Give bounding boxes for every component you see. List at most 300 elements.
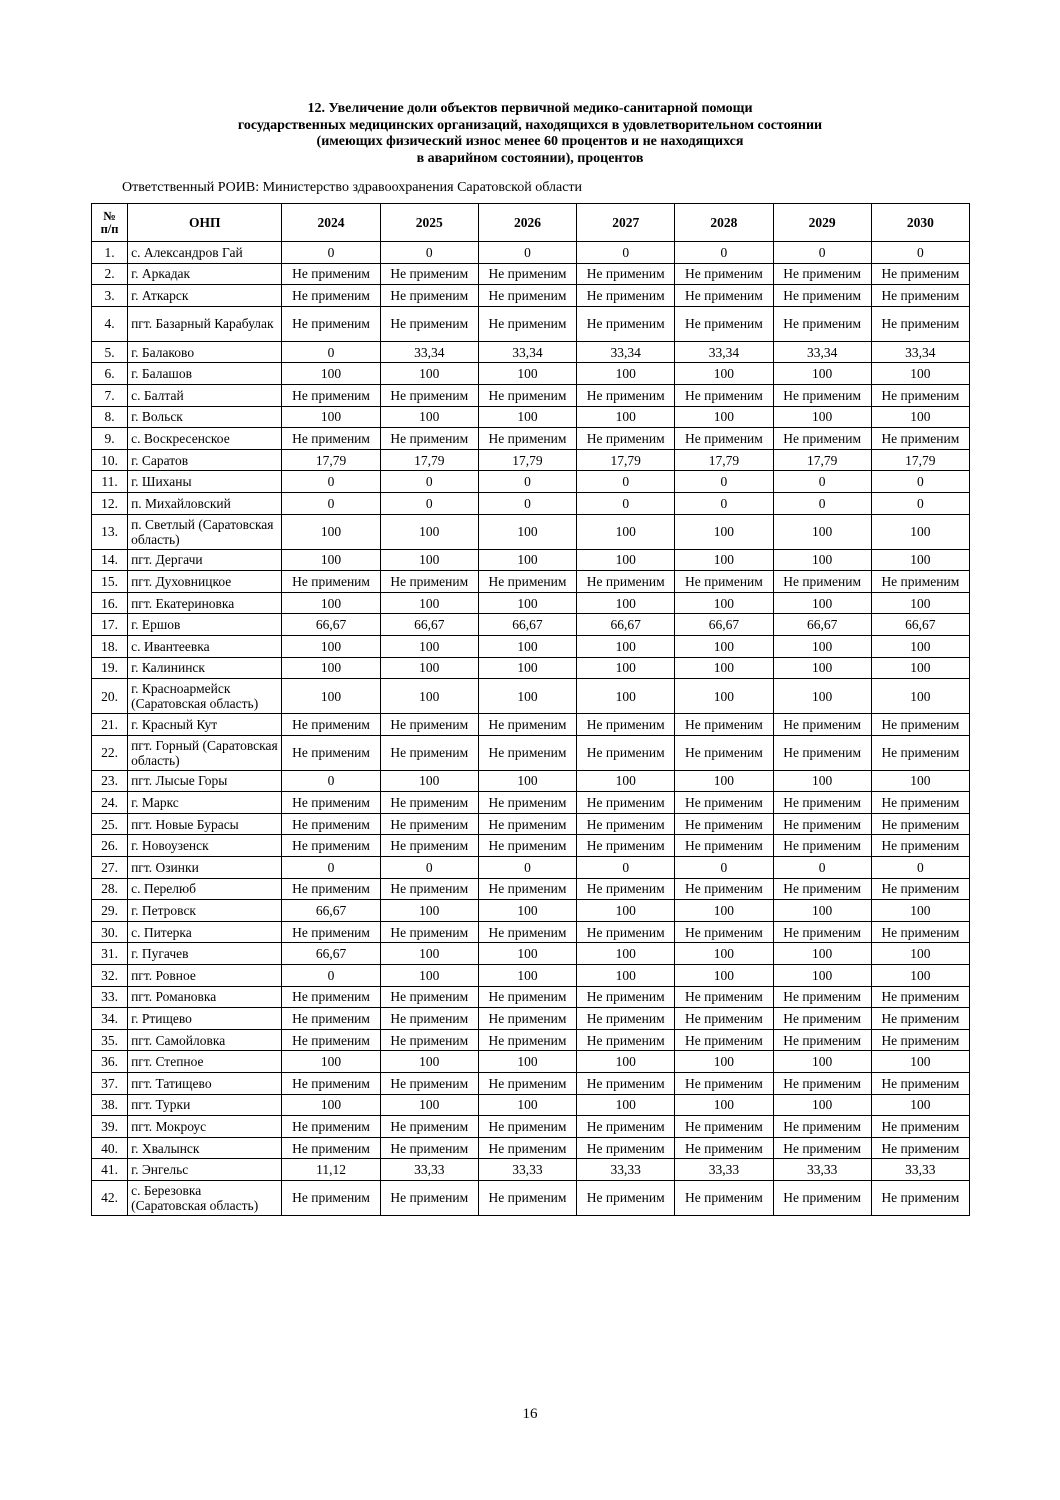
year-value-cell: Не применим [675,1029,773,1051]
year-value-cell: 100 [675,679,773,714]
year-value-cell: 0 [675,471,773,493]
settlement-name: г. Маркс [128,792,282,814]
year-value-cell: 66,67 [282,614,380,636]
table-row [92,406,970,428]
year-value-cell: Не применим [675,878,773,900]
row-number: 18. [92,635,128,657]
year-value-cell: Не применим [282,921,380,943]
year-value-cell: 100 [380,592,478,614]
year-value-cell: 100 [478,965,576,987]
year-value-cell: Не применим [577,384,675,406]
row-number: 36. [92,1051,128,1073]
table-row [92,813,970,835]
year-value-cell: 66,67 [478,614,576,636]
year-value-cell: Не применим [282,986,380,1008]
year-value-cell: Не применим [871,306,969,341]
table-row [92,514,970,549]
table-row [92,921,970,943]
year-value-cell: 17,79 [577,449,675,471]
year-value-cell: Не применим [773,1137,871,1159]
table-row [92,306,970,341]
row-number: 15. [92,571,128,593]
year-value-cell: Не применим [773,428,871,450]
year-value-cell: Не применим [871,384,969,406]
page-number: 16 [522,1406,538,1422]
year-value-cell: 100 [577,900,675,922]
settlement-name: г. Красноармейск (Саратовская область) [128,679,282,714]
year-value-cell: Не применим [282,1137,380,1159]
year-value-cell: 33,34 [871,341,969,363]
row-number: 8. [92,406,128,428]
year-value-cell: Не применим [282,1029,380,1051]
year-value-cell: 66,67 [282,943,380,965]
year-value-cell: 100 [478,770,576,792]
table-row [92,449,970,471]
year-value-cell: 17,79 [380,449,478,471]
row-number: 34. [92,1008,128,1030]
year-value-cell: Не применим [478,1116,576,1138]
year-value-cell: 100 [871,965,969,987]
settlement-name: г. Ершов [128,614,282,636]
year-value-cell: Не применим [380,1073,478,1095]
settlement-name: г. Аткарск [128,285,282,307]
year-value-cell: 100 [282,657,380,679]
year-value-cell: 100 [380,679,478,714]
year-value-cell: Не применим [282,835,380,857]
year-value-cell: 100 [577,1094,675,1116]
year-value-cell: Не применим [773,792,871,814]
year-value-cell: 33,34 [478,341,576,363]
settlement-name: пгт. Татищево [128,1073,282,1095]
row-number: 40. [92,1137,128,1159]
year-value-cell: 100 [871,1094,969,1116]
year-value-cell: 100 [871,657,969,679]
header-year: 2024 [282,204,380,242]
year-value-cell: Не применим [282,878,380,900]
heading-line: (имеющих физический износ менее 60 процентов и не находящихся [316,134,744,149]
row-number: 39. [92,1116,128,1138]
year-value-cell: Не применим [577,571,675,593]
year-value-cell: Не применим [577,735,675,770]
year-value-cell: 0 [577,492,675,514]
settlement-name: пгт. Степное [128,1051,282,1073]
year-value-cell: Не применим [282,735,380,770]
table-row [92,835,970,857]
year-value-cell: Не применим [675,428,773,450]
year-value-cell: Не применим [478,878,576,900]
settlement-name: г. Шиханы [128,471,282,493]
year-value-cell: Не применим [871,921,969,943]
year-value-cell: 66,67 [577,614,675,636]
header-year: 2025 [380,204,478,242]
year-value-cell: Не применим [478,714,576,736]
settlement-name: г. Балаково [128,341,282,363]
year-value-cell: 66,67 [380,614,478,636]
settlement-name: п. Светлый (Саратовская область) [128,514,282,549]
table-row [92,285,970,307]
row-number: 14. [92,549,128,571]
year-value-cell: 100 [773,657,871,679]
year-value-cell: Не применим [675,263,773,285]
year-value-cell: Не применим [282,384,380,406]
year-value-cell: 100 [675,363,773,385]
year-value-cell: 100 [871,406,969,428]
year-value-cell: 66,67 [675,614,773,636]
heading-line: в аварийном состоянии), процентов [416,150,644,166]
year-value-cell: 100 [478,635,576,657]
year-value-cell: 100 [577,406,675,428]
year-value-cell: 100 [773,635,871,657]
table-row [92,900,970,922]
year-value-cell: Не применим [773,878,871,900]
table-body [92,242,970,1216]
year-value-cell: 33,33 [773,1159,871,1181]
table-row [92,1159,970,1181]
year-value-cell: 100 [282,1094,380,1116]
year-value-cell: 100 [478,657,576,679]
year-value-cell: 100 [577,657,675,679]
settlement-name: г. Калининск [128,657,282,679]
table-row [92,1073,970,1095]
year-value-cell: Не применим [675,1116,773,1138]
heading-line: государственных медицинских организаций, находящихся в удовлетворительном состоянии [237,117,823,133]
year-value-cell: 0 [380,857,478,879]
table-row [92,492,970,514]
header-year: 2026 [478,204,576,242]
year-value-cell: 100 [380,657,478,679]
year-value-cell: 100 [380,770,478,792]
year-value-cell: 100 [675,770,773,792]
table-row [92,986,970,1008]
year-value-cell: Не применим [675,835,773,857]
row-number: 20. [92,679,128,714]
year-value-cell: Не применим [773,1008,871,1030]
settlement-name: г. Новоузенск [128,835,282,857]
year-value-cell: 100 [773,1051,871,1073]
year-value-cell: Не применим [773,571,871,593]
year-value-cell: Не применим [577,813,675,835]
year-value-cell: Не применим [675,735,773,770]
settlement-name: г. Энгельс [128,1159,282,1181]
row-number: 24. [92,792,128,814]
year-value-cell: 100 [773,363,871,385]
year-value-cell: Не применим [675,1180,773,1215]
settlement-name: пгт. Новые Бурасы [128,813,282,835]
indicator-table [91,203,970,1216]
table-row [92,1029,970,1051]
year-value-cell: Не применим [478,306,576,341]
settlement-name: г. Красный Кут [128,714,282,736]
document-heading [120,101,940,167]
year-value-cell: 66,67 [871,614,969,636]
year-value-cell: 100 [773,549,871,571]
year-value-cell: Не применим [282,571,380,593]
year-value-cell: 100 [478,549,576,571]
year-value-cell: 0 [773,242,871,264]
year-value-cell: 100 [577,549,675,571]
year-value-cell: 0 [478,471,576,493]
year-value-cell: 100 [282,406,380,428]
header-num [92,204,128,242]
year-value-cell: Не применим [577,835,675,857]
header-name: ОНП [128,204,282,242]
settlement-name: пгт. Турки [128,1094,282,1116]
table-row [92,1051,970,1073]
table-row [92,363,970,385]
header-num-line1: № [103,208,116,223]
year-value-cell: 0 [282,492,380,514]
year-value-cell: 100 [478,363,576,385]
year-value-cell: 100 [773,943,871,965]
year-value-cell: 100 [380,363,478,385]
year-value-cell: 0 [773,471,871,493]
year-value-cell: 100 [871,514,969,549]
year-value-cell: Не применим [380,263,478,285]
settlement-name: пгт. Екатериновка [128,592,282,614]
year-value-cell: 100 [478,1094,576,1116]
year-value-cell: Не применим [871,285,969,307]
settlement-name: с. Ивантеевка [128,635,282,657]
year-value-cell: Не применим [478,986,576,1008]
year-value-cell: Не применим [675,384,773,406]
year-value-cell: 33,34 [577,341,675,363]
year-value-cell: 100 [282,592,380,614]
year-value-cell: 33,33 [380,1159,478,1181]
year-value-cell: Не применим [675,1008,773,1030]
table-row [92,384,970,406]
settlement-name: пгт. Самойловка [128,1029,282,1051]
year-value-cell: 100 [675,965,773,987]
year-value-cell: 100 [577,965,675,987]
year-value-cell: Не применим [282,813,380,835]
year-value-cell: Не применим [577,714,675,736]
table-row [92,714,970,736]
year-value-cell: 100 [478,514,576,549]
table-row [92,1094,970,1116]
year-value-cell: 100 [773,406,871,428]
year-value-cell: 100 [871,635,969,657]
year-value-cell: Не применим [871,986,969,1008]
year-value-cell: 100 [478,900,576,922]
year-value-cell: 100 [380,406,478,428]
year-value-cell: 17,79 [675,449,773,471]
year-value-cell: Не применим [478,1180,576,1215]
table-row [92,549,970,571]
year-value-cell: 0 [577,857,675,879]
year-value-cell: Не применим [675,921,773,943]
year-value-cell: Не применим [577,878,675,900]
year-value-cell: Не применим [478,792,576,814]
row-number: 17. [92,614,128,636]
table-row [92,965,970,987]
year-value-cell: Не применим [380,735,478,770]
year-value-cell: Не применим [675,1137,773,1159]
year-value-cell: 0 [871,857,969,879]
year-value-cell: Не применим [773,1029,871,1051]
year-value-cell: Не применим [773,1116,871,1138]
year-value-cell: 33,34 [773,341,871,363]
table-row [92,242,970,264]
year-value-cell: Не применим [478,1029,576,1051]
year-value-cell: 100 [380,900,478,922]
settlement-name: г. Пугачев [128,943,282,965]
year-value-cell: 100 [577,943,675,965]
settlement-name: г. Вольск [128,406,282,428]
year-value-cell: Не применим [478,1137,576,1159]
year-value-cell: 0 [282,242,380,264]
year-value-cell: Не применим [773,285,871,307]
year-value-cell: 100 [871,363,969,385]
year-value-cell: 100 [577,363,675,385]
year-value-cell: 100 [675,900,773,922]
row-number: 21. [92,714,128,736]
header-year: 2029 [773,204,871,242]
year-value-cell: 0 [380,242,478,264]
table-row [92,614,970,636]
year-value-cell: Не применим [577,1073,675,1095]
year-value-cell: Не применим [282,306,380,341]
table-row [92,341,970,363]
year-value-cell: 100 [478,679,576,714]
year-value-cell: 100 [773,1094,871,1116]
year-value-cell: Не применим [478,921,576,943]
year-value-cell: 100 [773,592,871,614]
settlement-name: г. Балашов [128,363,282,385]
year-value-cell: 33,34 [675,341,773,363]
year-value-cell: 100 [577,1051,675,1073]
year-value-cell: 0 [478,857,576,879]
settlement-name: пгт. Дергачи [128,549,282,571]
year-value-cell: Не применим [282,1116,380,1138]
year-value-cell: 0 [282,857,380,879]
year-value-cell: 100 [577,770,675,792]
year-value-cell: Не применим [478,285,576,307]
year-value-cell: 100 [380,943,478,965]
year-value-cell: 0 [478,492,576,514]
year-value-cell: Не применим [380,921,478,943]
year-value-cell: 100 [675,406,773,428]
settlement-name: пгт. Озинки [128,857,282,879]
year-value-cell: Не применим [478,571,576,593]
year-value-cell: 0 [380,471,478,493]
year-value-cell: Не применим [871,428,969,450]
header-year: 2030 [871,204,969,242]
year-value-cell: 0 [282,341,380,363]
year-value-cell: Не применим [577,1180,675,1215]
year-value-cell: 17,79 [282,449,380,471]
table-row [92,1137,970,1159]
year-value-cell: Не применим [871,1180,969,1215]
heading-line: 12. Увеличение доли объектов первичной медико-санитарной помощи [307,101,753,116]
year-value-cell: 100 [675,635,773,657]
year-value-cell: Не применим [871,813,969,835]
year-value-cell: Не применим [773,263,871,285]
year-value-cell: Не применим [577,306,675,341]
row-number: 23. [92,770,128,792]
year-value-cell: 100 [577,635,675,657]
row-number: 28. [92,878,128,900]
year-value-cell: Не применим [478,1008,576,1030]
year-value-cell: Не применим [675,571,773,593]
settlement-name: г. Аркадак [128,263,282,285]
year-value-cell: 100 [380,635,478,657]
year-value-cell: Не применим [577,986,675,1008]
table-row [92,635,970,657]
year-value-cell: Не применим [478,735,576,770]
year-value-cell: 100 [282,549,380,571]
year-value-cell: 33,33 [675,1159,773,1181]
settlement-name: г. Петровск [128,900,282,922]
header-year: 2027 [577,204,675,242]
year-value-cell: Не применим [871,263,969,285]
row-number: 7. [92,384,128,406]
row-number: 1. [92,242,128,264]
header-row [92,204,970,242]
row-number: 32. [92,965,128,987]
row-number: 2. [92,263,128,285]
year-value-cell: Не применим [773,1073,871,1095]
year-value-cell: Не применим [675,306,773,341]
year-value-cell: Не применим [675,1073,773,1095]
year-value-cell: 100 [478,592,576,614]
settlement-name: с. Перелюб [128,878,282,900]
year-value-cell: Не применим [577,1137,675,1159]
responsible-authority: Ответственный РОИВ: Министерство здравоохранения Саратовской области [122,180,583,195]
year-value-cell: 100 [773,679,871,714]
year-value-cell: 100 [380,1094,478,1116]
year-value-cell: Не применим [773,735,871,770]
year-value-cell: Не применим [282,792,380,814]
year-value-cell: Не применим [773,813,871,835]
table-row [92,1008,970,1030]
year-value-cell: Не применим [380,285,478,307]
settlement-name: пгт. Ровное [128,965,282,987]
row-number: 11. [92,471,128,493]
row-number: 42. [92,1180,128,1215]
year-value-cell: Не применим [380,1116,478,1138]
settlement-name: пгт. Духовницкое [128,571,282,593]
row-number: 41. [92,1159,128,1181]
row-number: 4. [92,306,128,341]
year-value-cell: Не применим [380,571,478,593]
settlement-name: г. Ртищево [128,1008,282,1030]
year-value-cell: 100 [773,900,871,922]
year-value-cell: Не применим [773,921,871,943]
year-value-cell: 100 [773,514,871,549]
row-number: 9. [92,428,128,450]
year-value-cell: Не применим [478,428,576,450]
year-value-cell: 100 [577,514,675,549]
year-value-cell: Не применим [675,986,773,1008]
year-value-cell: Не применим [282,714,380,736]
year-value-cell: Не применим [577,792,675,814]
year-value-cell: Не применим [577,428,675,450]
year-value-cell: 100 [478,1051,576,1073]
settlement-name: с. Воскресенское [128,428,282,450]
year-value-cell: Не применим [871,835,969,857]
settlement-name: с. Питерка [128,921,282,943]
table-row [92,428,970,450]
row-number: 30. [92,921,128,943]
row-number: 10. [92,449,128,471]
year-value-cell: Не применим [380,1137,478,1159]
year-value-cell: Не применим [478,1073,576,1095]
year-value-cell: Не применим [577,1029,675,1051]
year-value-cell: 100 [871,549,969,571]
row-number: 16. [92,592,128,614]
year-value-cell: 100 [380,549,478,571]
year-value-cell: Не применим [577,285,675,307]
